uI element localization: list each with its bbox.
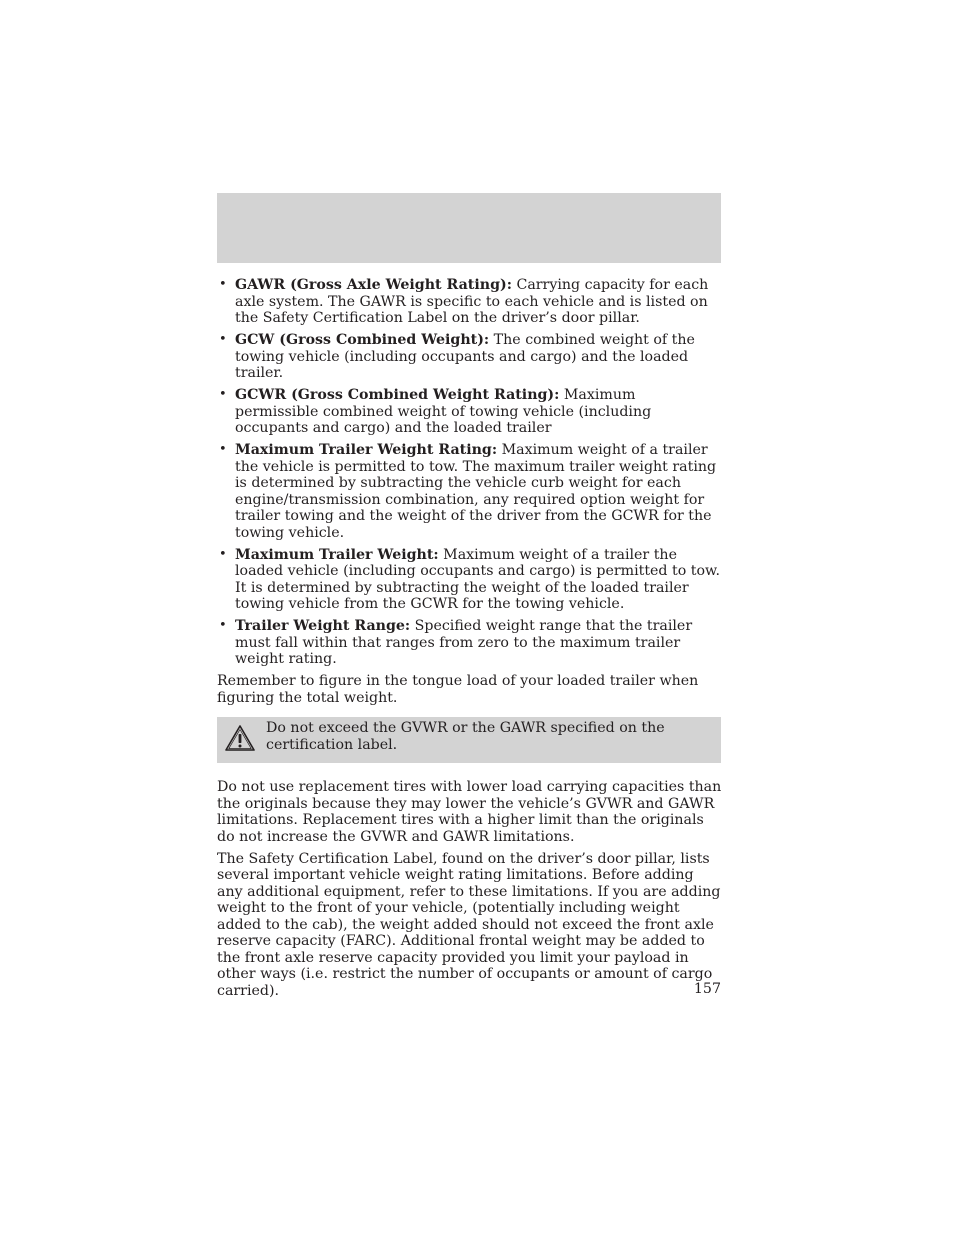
definition-term: Maximum Trailer Weight: [235, 546, 439, 563]
definition-term: GCWR (Gross Combined Weight Rating): [235, 387, 560, 403]
bullet: • [219, 277, 227, 292]
bullet: • [219, 618, 227, 633]
certification-paragraph: The Safety Certification Label, found on the driver’s door pillar, lists several important vehicle weight rating limitations. Before adding any additional equipment, refer to these limitations. If you are adding weight to the front of your vehicle, (potentially including weight added to the cab), the weight added should not exceed the front axle reserve capacity (FARC). Additional frontal weight may be added to the front axle reserve capacity provided you limit your payload in other ways (i.e. restrict the number of occupants or amount of cargo carried). [217, 850, 721, 999]
definition-text: Maximum weight of a trailer the loaded vehicle (including occupants and cargo) is permitted to tow. It is determined by subtracting the weight of the loaded trailer towing vehicle from the GCWR for the towing vehicle. [235, 546, 720, 612]
definition-text: Carrying capacity for each axle system. The GAWR is specific to each vehicle and is listed on the Safety Certification Label on the driver’s door pillar. [235, 277, 709, 326]
list-item [217, 332, 723, 382]
bullet: • [219, 546, 227, 562]
list-item [217, 547, 723, 613]
definition-text: The combined weight of the towing vehicle (including occupants and cargo) and the loaded trailer. [235, 332, 695, 381]
list-item [217, 442, 723, 541]
definition-text: Maximum permissible combined weight of towing vehicle (including occupants and cargo) and the loaded trailer [235, 387, 652, 436]
bullet: • [219, 387, 227, 402]
definition-term: GCW (Gross Combined Weight): [235, 332, 490, 348]
section-header-band [217, 193, 721, 263]
bullet: • [219, 442, 227, 457]
bullet: • [219, 332, 227, 347]
definition-term: Maximum Trailer Weight Rating: [235, 442, 498, 458]
warning-box [217, 717, 721, 763]
definition-term: Trailer Weight Range: [235, 618, 411, 634]
list-item [217, 387, 723, 437]
warning-text: Do not exceed the GVWR or the GAWR specified on the certification label. [266, 720, 665, 753]
definition-term: GAWR (Gross Axle Weight Rating): [235, 277, 512, 293]
page-content [217, 277, 723, 1005]
definition-text: Maximum weight of a trailer the vehicle is permitted to tow. The maximum trailer weight rating is determined by subtracting the vehicle curb weight for each engine/transmission combination, any required option weight for trailer towing and the weight of the driver from the GCWR for the towing vehicle. [235, 442, 717, 541]
warning-triangle-icon [224, 724, 256, 752]
tongue-load-paragraph: Remember to figure in the tongue load of your loaded trailer when figuring the total weight. [217, 673, 699, 706]
list-item [217, 277, 723, 327]
definition-text: Specified weight range that the trailer must fall within that ranges from zero to the maximum trailer weight rating. [235, 618, 693, 667]
list-item [217, 618, 723, 668]
definitions-list [217, 277, 723, 668]
page-number: 157 [693, 981, 721, 997]
tires-paragraph: Do not use replacement tires with lower load carrying capacities than the originals because they may lower the vehicle’s GVWR and GAWR limitations. Replacement tires with a higher limit than the originals do not increase the GVWR and GAWR limitations. [217, 779, 722, 845]
